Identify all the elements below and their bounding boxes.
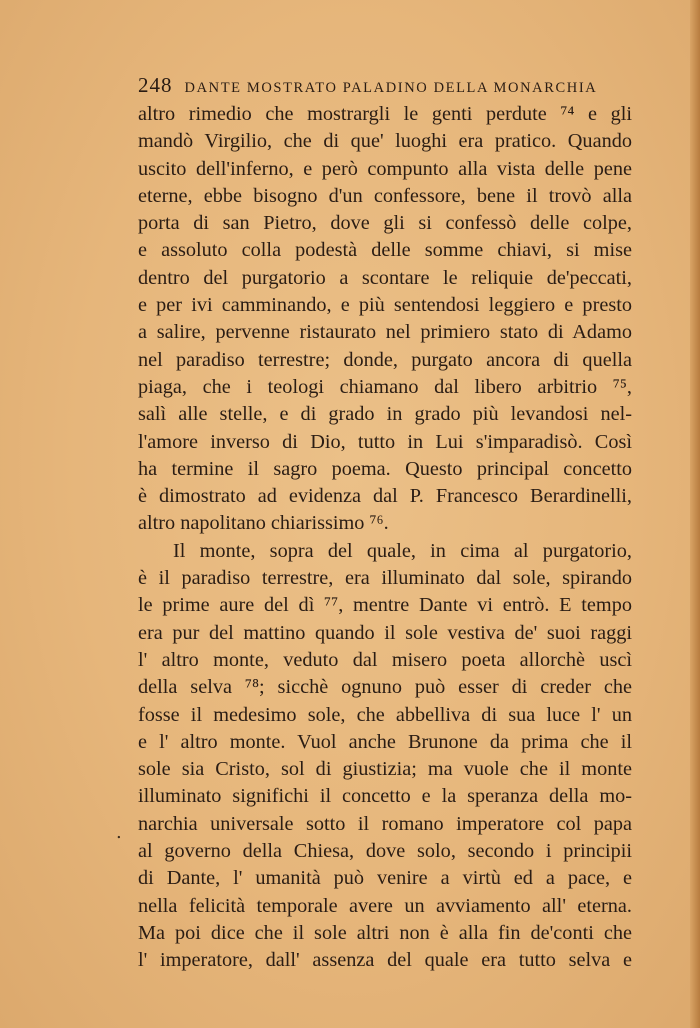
text-line: porta di san Pietro, dove gli si confessò delle colpe,: [138, 212, 632, 235]
text-line: ha termine il sagro poema. Questo principal concetto: [138, 457, 632, 480]
text-line: nella felicità temporale avere un avviamento all' eterna.: [138, 894, 632, 917]
text-line: narchia universale sotto il romano imperatore col papa: [138, 812, 632, 835]
text-line: piaga, che i teologi chiamano dal libero arbitrio ⁷⁵,: [138, 375, 632, 398]
text-line: Ma poi dice che il sole altri non è alla fin de'conti che: [138, 921, 632, 944]
text-line: e l' altro monte. Vuol anche Brunone da prima che il: [138, 730, 632, 753]
text-line: illuminato significhi il concetto e la speranza della mo-: [138, 785, 632, 808]
text-line: dentro del purgatorio a scontare le reliquie de'peccati,: [138, 266, 632, 289]
margin-mark: .: [116, 822, 122, 843]
running-header: [138, 73, 630, 99]
running-title: DANTE MOSTRATO PALADINO DELLA MONARCHIA: [184, 80, 598, 96]
paragraph-start-line: Il monte, sopra del quale, in cima al purgatorio,: [173, 539, 632, 562]
page-number: 248: [138, 73, 173, 97]
text-line: della selva ⁷⁸; sicchè ognuno può esser di creder che: [138, 676, 632, 699]
text-line: eterne, ebbe bisogno d'un confessore, bene il trovò alla: [138, 184, 632, 207]
text-line: salì alle stelle, e di grado in grado più levandosi nel-: [138, 403, 632, 426]
text-line: è il paradiso terrestre, era illuminato dal sole, spirando: [138, 567, 632, 590]
body-text: [138, 101, 632, 975]
text-line: sole sia Cristo, sol di giustizia; ma vuole che il monte: [138, 758, 632, 781]
text-line: altro rimedio che mostrargli le genti perdute ⁷⁴ e gli: [138, 103, 632, 125]
text-line: mandò Virgilio, che di que' luoghi era pratico. Quando: [138, 130, 632, 153]
text-line: e per ivi camminando, e più sentendosi leggiero e presto: [138, 294, 632, 317]
page-edge: [690, 0, 700, 1028]
text-line: nel paradiso terrestre; donde, purgato ancora di quella: [138, 348, 632, 371]
text-line: era pur del mattino quando il sole vestiva de' suoi raggi: [138, 621, 632, 644]
text-line: l' imperatore, dall' assenza del quale era tutto selva e: [138, 949, 632, 972]
text-line: l' altro monte, veduto dal misero poeta allorchè uscì: [138, 648, 632, 671]
text-line: altro napolitano chiarissimo ⁷⁶.: [138, 512, 389, 535]
text-line: uscito dell'inferno, e però compunto alla vista delle pene: [138, 157, 632, 180]
text-line: le prime aure del dì ⁷⁷, mentre Dante vi entrò. E tempo: [138, 594, 632, 617]
text-line: e assoluto colla podestà delle somme chiavi, si mise: [138, 239, 632, 262]
text-line: a salire, pervenne ristaurato nel primiero stato di Adamo: [138, 321, 632, 344]
text-line: è dimostrato ad evidenza dal P. Francesco Berardinelli,: [138, 485, 632, 508]
text-line: al governo della Chiesa, dove solo, secondo i principii: [138, 840, 632, 863]
text-line: l'amore inverso di Dio, tutto in Lui s'imparadisò. Così: [138, 430, 632, 453]
text-line: fosse il medesimo sole, che abbelliva di sua luce l' un: [138, 703, 632, 726]
text-line: di Dante, l' umanità può venire a virtù ed a pace, e: [138, 867, 632, 890]
